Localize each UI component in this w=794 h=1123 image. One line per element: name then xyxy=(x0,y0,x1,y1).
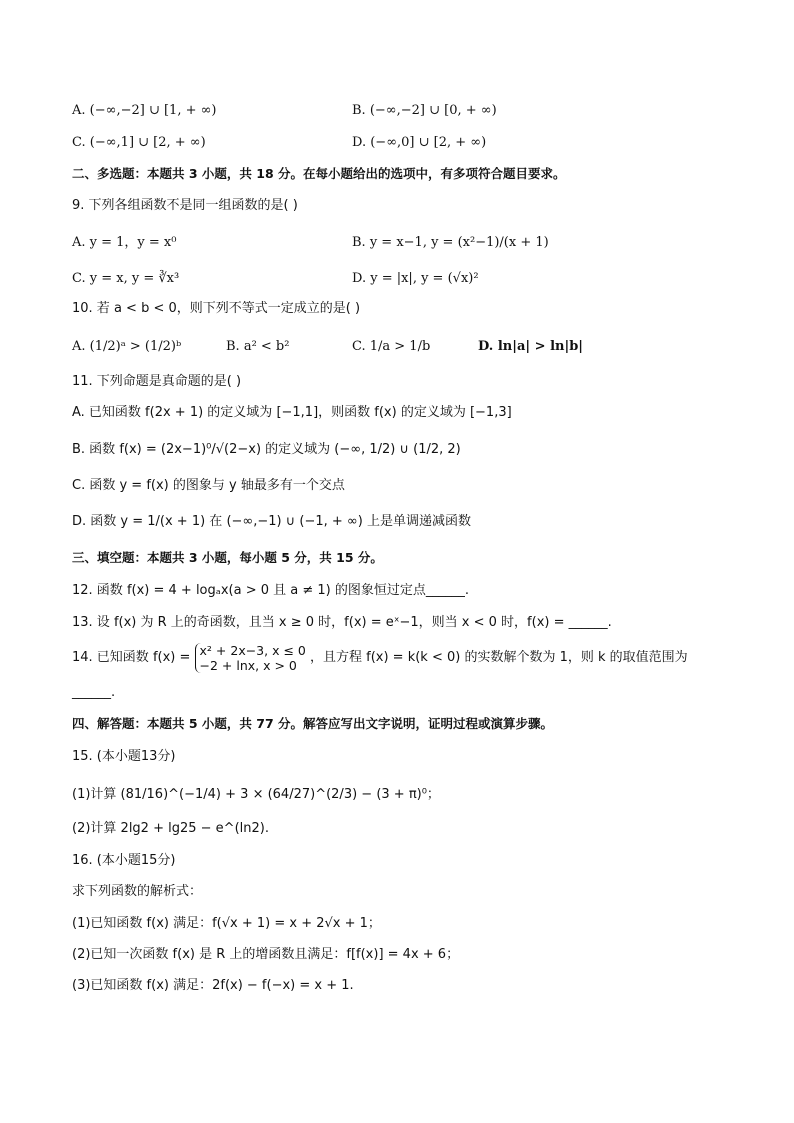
q11-stem: 11. 下列命题是真命题的是( ) xyxy=(72,374,242,389)
q16-intro: 求下列函数的解析式： xyxy=(72,884,203,899)
q12-text: 12. 函数 f(x) = 4 + logₐx(a > 0 且 a ≠ 1) 的图象恒过定点______. xyxy=(72,583,470,598)
q16-part-2: (2)已知一次函数 f(x) 是 R 上的增函数且满足：f[f(x)] = 4x + 6； xyxy=(72,947,460,962)
q13-text: 13. 设 f(x) 为 R 上的奇函数，且当 x ≥ 0 时，f(x) = eˣ−1，则当 x < 0 时，f(x) = ______. xyxy=(72,615,612,630)
q10-option-b: B. a² < b² xyxy=(226,339,290,354)
q8-option-c: C. (−∞,1] ∪ [2, + ∞) xyxy=(72,135,206,150)
q11-option-d: D. 函数 y = 1/(x + 1) 在 (−∞,−1) ∪ (−1, + ∞) 上是单调递减函数 xyxy=(72,514,471,529)
q8-option-d: D. (−∞,0] ∪ [2, + ∞) xyxy=(352,135,487,150)
q11-option-c: C. 函数 y = f(x) 的图象与 y 轴最多有一个交点 xyxy=(72,478,345,493)
q9-option-b: B. y = x−1, y = (x²−1)/(x + 1) xyxy=(352,235,549,250)
q11-option-a: A. 已知函数 f(2x + 1) 的定义域为 [−1,1]，则函数 f(x) 的定义域为 [−1,3] xyxy=(72,405,512,420)
q11-option-b: B. 函数 f(x) = (2x−1)⁰/√(2−x) 的定义域为 (−∞, 1/2) ∪ (1/2, 2) xyxy=(72,442,461,457)
q16-heading: 16. (本小题15分) xyxy=(72,853,176,868)
q15-part-1: (1)计算 (81/16)^(−1/4) + 3 × (64/27)^(2/3) − (3 + π)⁰； xyxy=(72,787,440,802)
q10-option-d: D. ln|a| > ln|b| xyxy=(478,339,584,354)
q10-option-c: C. 1/a > 1/b xyxy=(352,339,431,354)
q9-option-d: D. y = |x|, y = (√x)² xyxy=(352,271,479,286)
q16-part-3: (3)已知函数 f(x) 满足：2f(x) − f(−x) = x + 1. xyxy=(72,978,354,993)
q14-text xyxy=(72,640,688,676)
q9-option-a: A. y = 1，y = x⁰ xyxy=(72,235,177,250)
q14-suffix: ，且方程 f(x) = k(k < 0) 的实数解个数为 1，则 k 的取值范围为 xyxy=(310,650,688,665)
q9-option-c: C. y = x, y = ∛x³ xyxy=(72,271,180,286)
section-2-heading: 二、多选题：本题共 3 小题，共 18 分。在每小题给出的选项中，有多项符合题目要求。 xyxy=(72,166,566,181)
q15-part-2: (2)计算 2lg2 + lg25 − e^(ln2). xyxy=(72,821,269,836)
q10-option-a: A. (1/2)ᵃ > (1/2)ᵇ xyxy=(72,339,182,354)
q10-stem: 10. 若 a < b < 0，则下列不等式一定成立的是( ) xyxy=(72,301,361,316)
section-3-heading: 三、填空题：本题共 3 小题，每小题 5 分，共 15 分。 xyxy=(72,550,383,565)
q8-option-b: B. (−∞,−2] ∪ [0, + ∞) xyxy=(352,103,497,118)
q16-part-1: (1)已知函数 f(x) 满足：f(√x + 1) = x + 2√x + 1； xyxy=(72,916,381,931)
q15-heading: 15. (本小题13分) xyxy=(72,749,176,764)
section-4-heading: 四、解答题：本题共 5 小题，共 77 分。解答应写出文字说明，证明过程或演算步骤。 xyxy=(72,716,554,731)
q14-case-1: x² + 2x−3, x ≤ 0 xyxy=(199,643,306,658)
q14-piecewise xyxy=(195,643,306,673)
q9-stem: 9. 下列各组函数不是同一组函数的是( ) xyxy=(72,198,298,213)
q14-prefix: 14. 已知函数 f(x) = xyxy=(72,650,191,665)
q8-option-a: A. (−∞,−2] ∪ [1, + ∞) xyxy=(72,103,217,118)
q14-case-2: −2 + lnx, x > 0 xyxy=(199,658,297,673)
q14-blank: ______. xyxy=(72,685,116,700)
